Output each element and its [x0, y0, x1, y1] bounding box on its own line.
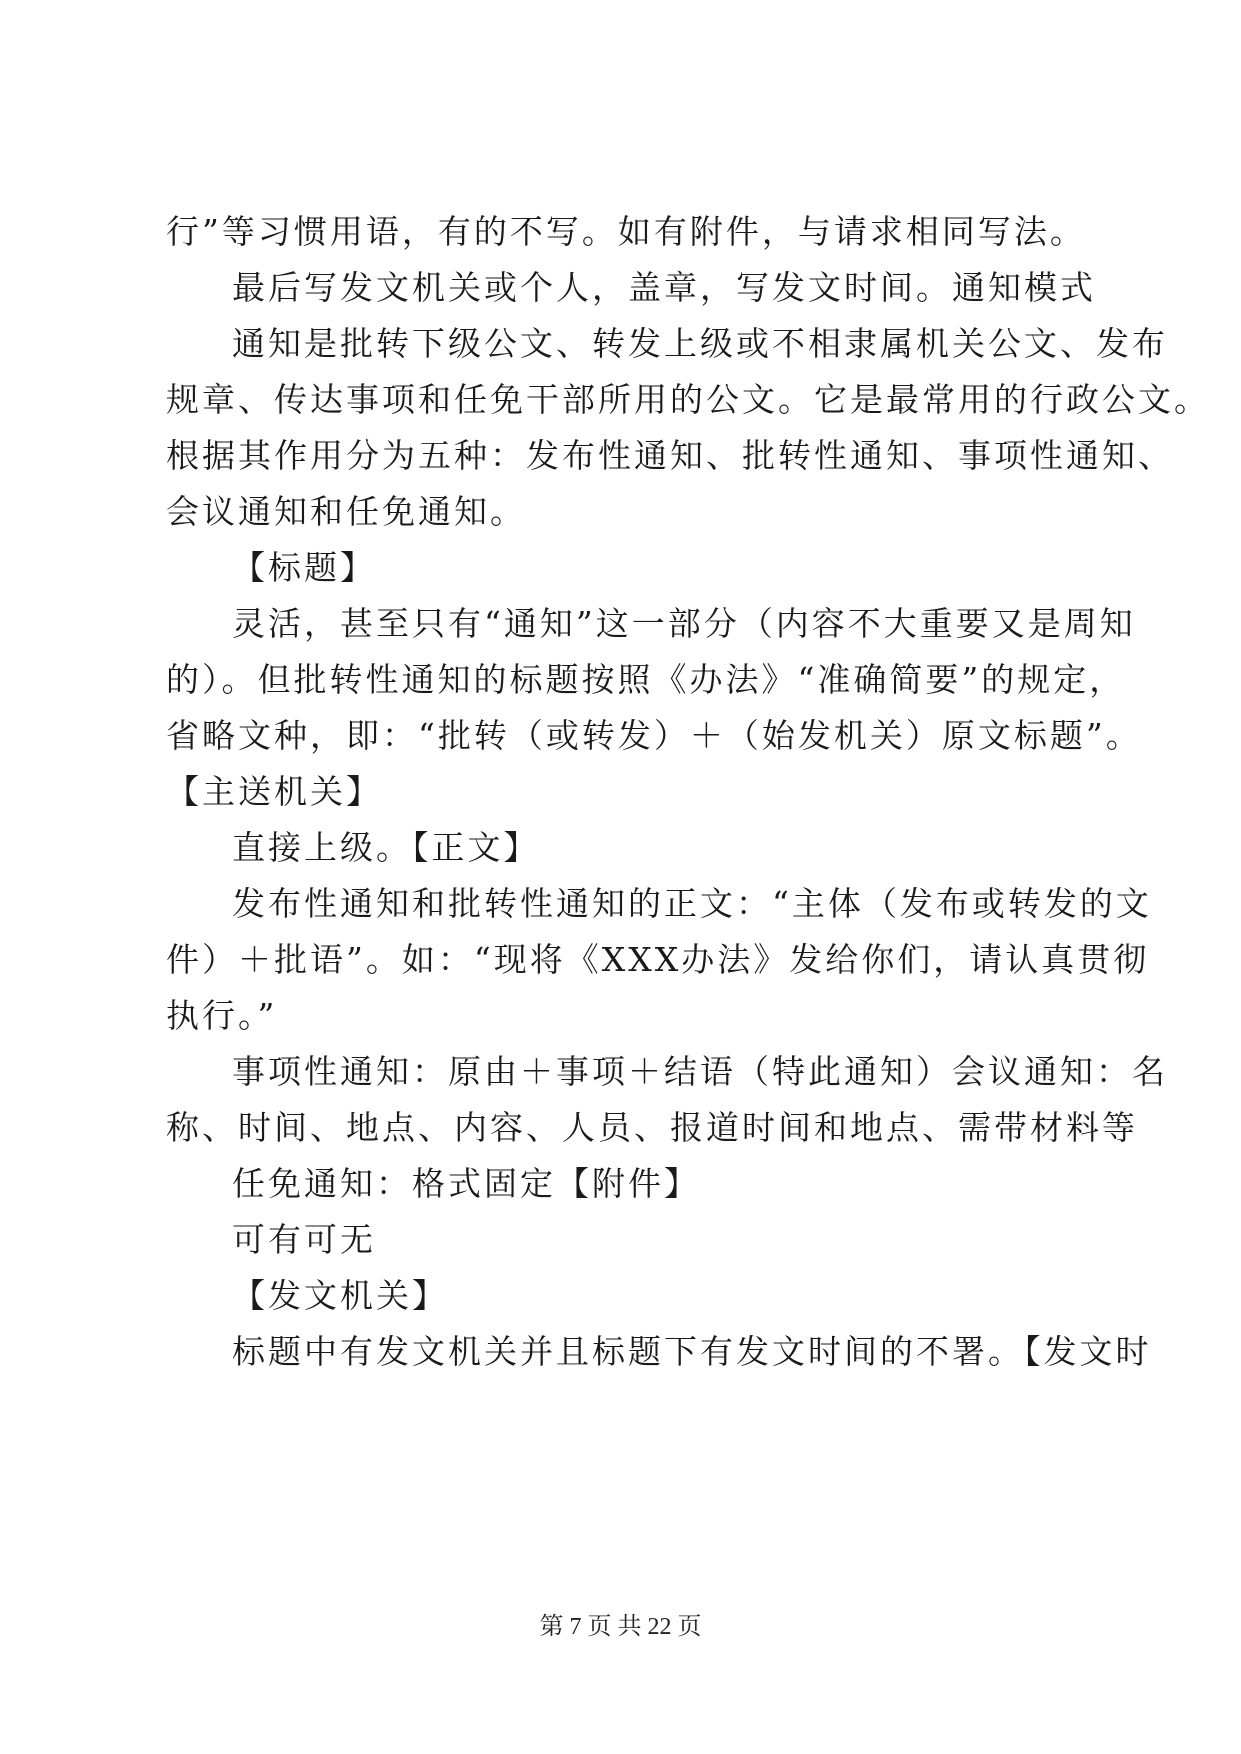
text-line: 任免通知：格式固定【附件】	[232, 1164, 700, 1203]
text-line: 可有可无	[232, 1220, 376, 1259]
text-line: 最后写发文机关或个人，盖章，写发文时间。通知模式	[232, 268, 1096, 307]
text-line: 灵活，甚至只有“通知”这一部分（内容不大重要又是周知	[232, 604, 1136, 643]
text-line: 执行。”	[166, 996, 278, 1035]
text-line: 发布性通知和批转性通知的正文：“主体（发布或转发的文	[232, 884, 1152, 923]
text-line: 称、时间、地点、内容、人员、报道时间和地点、需带材料等	[166, 1108, 1138, 1147]
text-line: 事项性通知：原由＋事项＋结语（特此通知）会议通知：名	[232, 1052, 1168, 1091]
text-line: 行”等习惯用语，有的不写。如有附件，与请求相同写法。	[166, 212, 1086, 251]
text-line: 标题中有发文机关并且标题下有发文时间的不署。【发文时	[232, 1332, 1152, 1371]
section-heading: 【标题】	[232, 548, 376, 587]
text-line: 的）。但批转性通知的标题按照《办法》“准确简要”的规定，	[166, 660, 1126, 699]
text-line: 通知是批转下级公文、转发上级或不相隶属机关公文、发布	[232, 324, 1168, 363]
text-line: 省略文种，即：“批转（或转发）＋（始发机关）原文标题”。	[166, 716, 1142, 755]
text-line: 件）＋批语”。如：“现将《XXX办法》发给你们，请认真贯彻	[166, 940, 1150, 979]
text-line: 直接上级。【正文】	[232, 828, 540, 867]
text-line: 会议通知和任免通知。	[166, 492, 526, 531]
section-heading: 【主送机关】	[166, 772, 382, 811]
text-line: 根据其作用分为五种：发布性通知、批转性通知、事项性通知、	[166, 436, 1174, 475]
text-line: 规章、传达事项和任免干部所用的公文。它是最常用的行政公文。	[166, 380, 1210, 419]
page-number-footer: 第 7 页 共 22 页	[539, 1614, 702, 1640]
section-heading: 【发文机关】	[232, 1276, 448, 1315]
